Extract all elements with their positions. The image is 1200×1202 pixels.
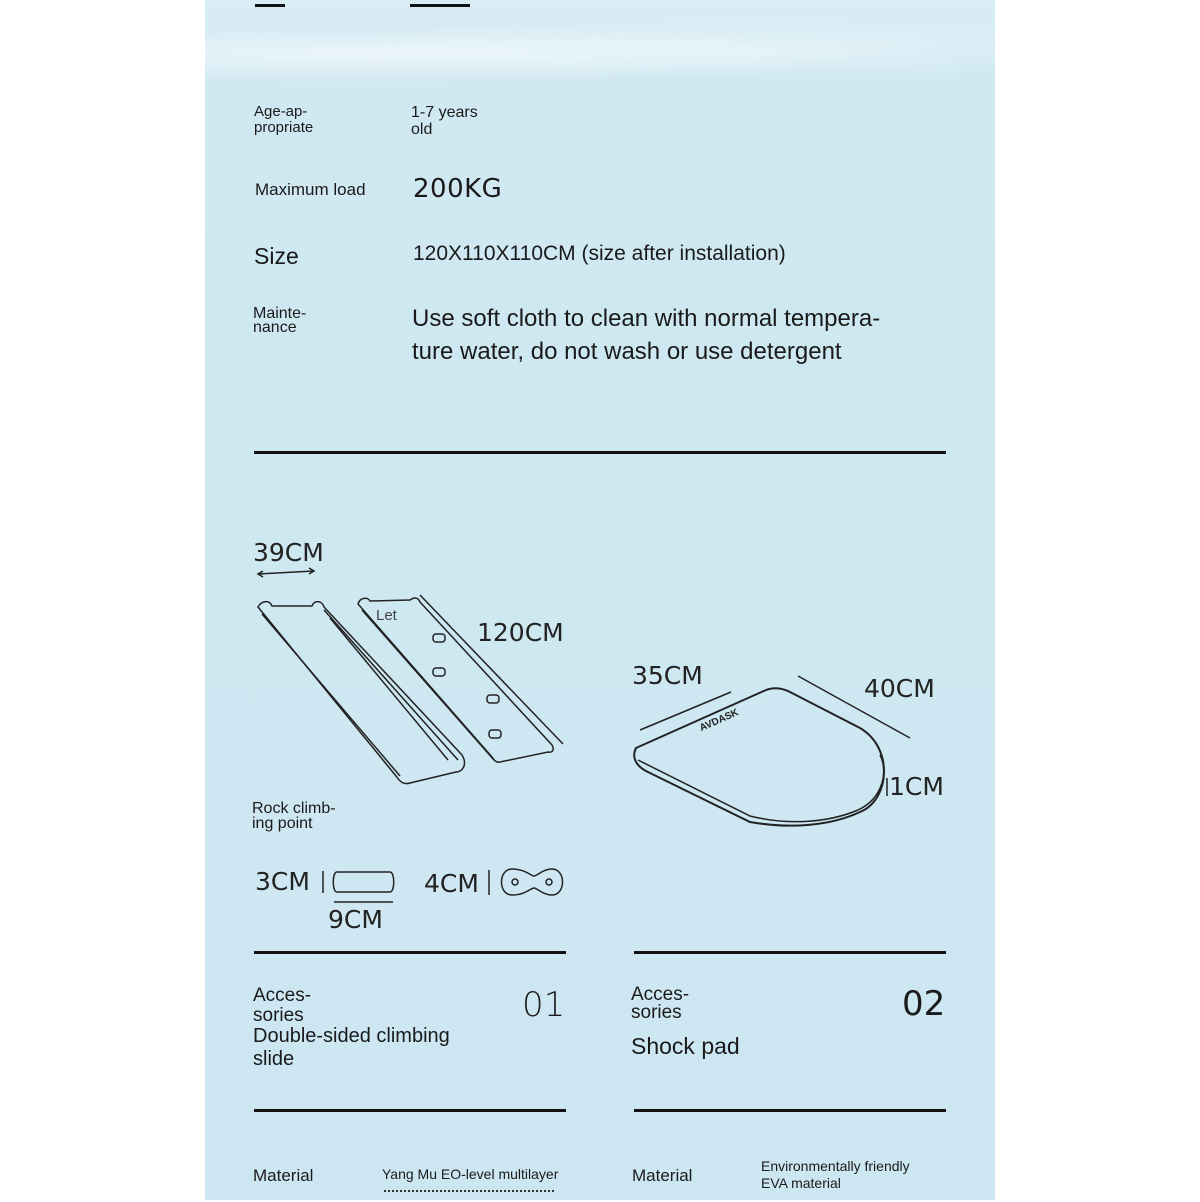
pad-length-dimension: 40CM	[864, 674, 935, 703]
slide-panel-text: Let	[376, 607, 397, 624]
accessory1-name-line1: Double-sided climbing	[253, 1025, 450, 1047]
accessory1-number: 01	[522, 985, 566, 1025]
age-label-line2: propriate	[254, 119, 314, 136]
accessory2-label-line1: Acces-	[631, 984, 690, 1005]
maintenance-value-line2: ture water, do not wash or use detergent	[412, 338, 842, 365]
hold1-width-dimension: 9CM	[328, 905, 383, 934]
accessory1-top-rule	[254, 951, 566, 954]
pad-brand-text: AVDASK	[698, 707, 741, 735]
accessory1-bottom-rule	[254, 1109, 566, 1112]
accessory2-material-value-line1: Environmentally friendly	[761, 1158, 910, 1174]
accessory2-name: Shock pad	[631, 1033, 740, 1059]
maintenance-label-line1: Mainte-	[253, 305, 307, 322]
accessory2-number: 02	[902, 984, 946, 1024]
accessory1-material-label: Material	[253, 1166, 314, 1185]
cropped-text-fragment	[384, 1190, 554, 1202]
accessory1-label-line1: Acces-	[253, 985, 312, 1006]
hold2-height-dimension: 4CM	[424, 869, 479, 898]
size-label: Size	[254, 243, 299, 269]
age-label-line1: Age-ap-	[254, 103, 308, 120]
slide-length-dimension: 120CM	[477, 618, 564, 647]
accessory2-material-label: Material	[632, 1166, 693, 1185]
accessory2-material-value-line2: EVA material	[761, 1175, 841, 1191]
pad-width-dimension: 35CM	[632, 661, 703, 690]
max-load-value: 200KG	[413, 174, 503, 204]
slide-width-dimension: 39CM	[253, 538, 324, 567]
hold1-height-dimension: 3CM	[255, 867, 310, 896]
accessory2-label-line2: sories	[631, 1002, 682, 1023]
pad-thickness-dimension: 1CM	[889, 772, 944, 801]
accessory2-bottom-rule	[634, 1109, 946, 1112]
rock-climbing-caption-line2: ing point	[252, 815, 313, 832]
accessory2-top-rule	[634, 951, 946, 954]
accessory1-name-line2: slide	[253, 1048, 295, 1070]
age-value-line2: old	[411, 121, 433, 138]
max-load-label: Maximum load	[255, 180, 366, 199]
size-value: 120X110X110CM (size after installation)	[413, 242, 786, 265]
maintenance-value-line1: Use soft cloth to clean with normal tempera-	[412, 305, 881, 332]
rock-climbing-caption-line1: Rock climb-	[252, 800, 336, 817]
accessory1-label-line2: sories	[253, 1005, 304, 1026]
age-value-line1: 1-7 years	[411, 104, 478, 121]
accessory1-material-value: Yang Mu EO-level multilayer	[382, 1166, 559, 1182]
maintenance-label-line2: nance	[253, 319, 297, 336]
